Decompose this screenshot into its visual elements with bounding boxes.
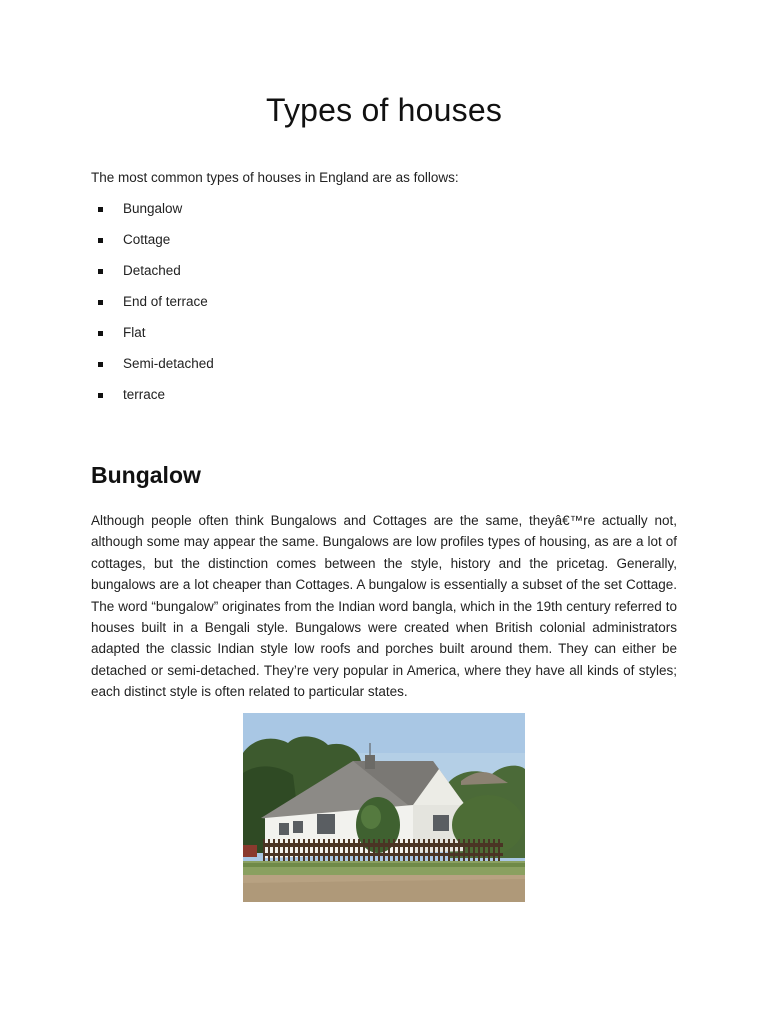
bullet-icon — [98, 331, 103, 336]
house-types-list — [98, 201, 214, 418]
list-item — [98, 232, 214, 263]
photo-window — [433, 815, 449, 831]
photo-window — [293, 821, 303, 833]
list-item-label: Cottage — [123, 232, 171, 247]
bullet-icon — [98, 207, 103, 212]
photo-car — [243, 845, 257, 857]
list-item-label: Bungalow — [123, 201, 183, 216]
list-item — [98, 387, 214, 418]
bungalow-paragraph: Although people often think Bungalows and Cottages are the same, theyâ€™re actually not, although some may appear the same. Bungalows are low profiles types of housing, as are a lot of cottages, but the distinction comes between the style, history and the pricetag. Generally, bungalows are a lot cheaper than Cottages. A bungalow is essentially a subset of the set Cottage. The word “bungalow” originates from the Indian word bangla, which in the 19th century referred to houses built in a Bengali style. Bungalows were created when British colonial administrators adapted the classic Indian style low roofs and porches built around them. They can either be detached or semi-detached. They’re very popular in America, where they have all kinds of styles; each distinct style is often related to particular states. — [91, 513, 677, 700]
list-item-label: End of terrace — [123, 294, 208, 309]
bullet-icon — [98, 238, 103, 243]
list-item — [98, 325, 214, 356]
list-item — [98, 263, 214, 294]
list-item — [98, 356, 214, 387]
bungalow-photo — [243, 713, 525, 902]
bungalow-photo-illustration — [243, 713, 525, 902]
photo-window — [317, 814, 335, 834]
bullet-icon — [98, 269, 103, 274]
list-item — [98, 201, 214, 232]
photo-window — [279, 823, 289, 835]
photo-fence — [263, 839, 503, 863]
photo-house-chimney — [365, 755, 375, 769]
bullet-icon — [98, 362, 103, 367]
list-item — [98, 294, 214, 325]
photo-grass-dark — [243, 863, 525, 867]
photo-bush-highlight — [361, 805, 381, 829]
bullet-icon — [98, 393, 103, 398]
section-heading-bungalow: Bungalow — [91, 462, 201, 488]
intro-text: The most common types of houses in England are as follows: — [91, 170, 459, 185]
photo-path-texture — [243, 879, 525, 902]
page-title: Types of houses — [265, 92, 503, 128]
bullet-icon — [98, 300, 103, 305]
list-item-label: Semi-detached — [123, 356, 214, 371]
list-item-label: terrace — [123, 387, 166, 402]
list-item-label: Flat — [123, 325, 146, 340]
list-item-label: Detached — [123, 263, 181, 278]
